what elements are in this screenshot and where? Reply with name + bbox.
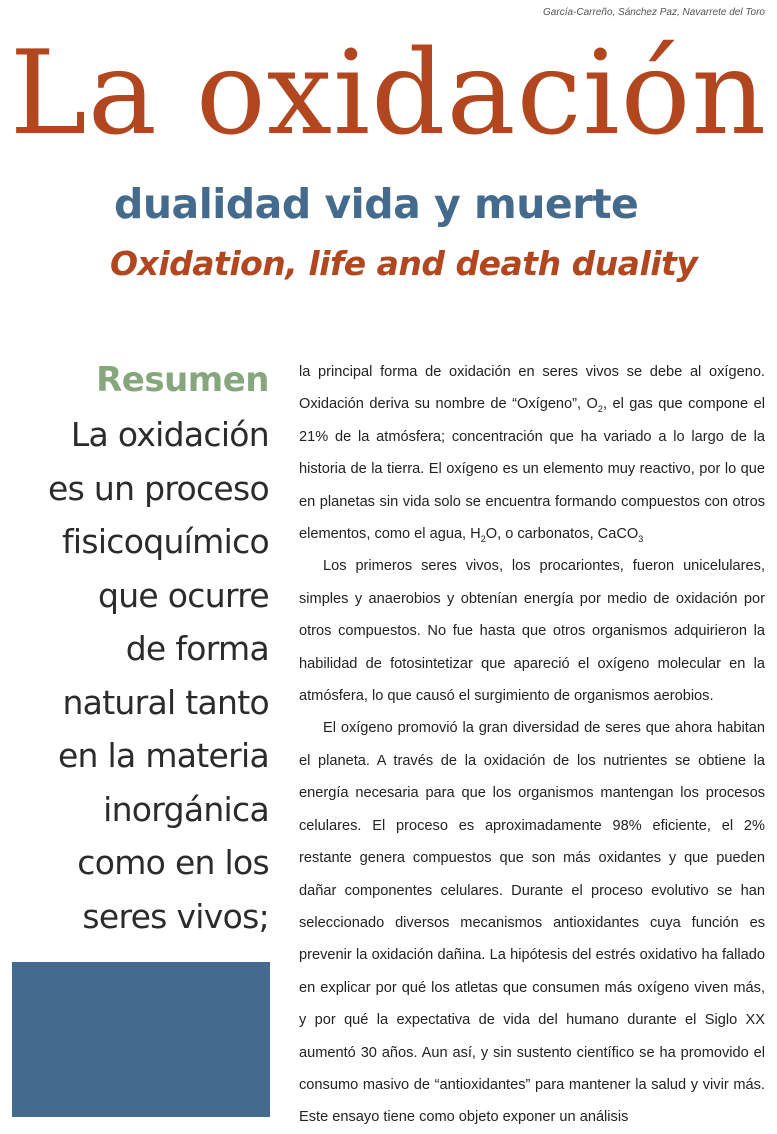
body-text-run: O, o carbonatos, CaCO: [485, 526, 639, 543]
abstract-line: como en los: [77, 843, 269, 882]
abstract-line: es un proceso: [47, 468, 269, 508]
body-paragraph-2: Los primeros seres vivos, los procariontes, fueron unicelulares, simples y anaerobios y obtenían energía por medio de oxidación por otros compuestos. No fue hasta que otros organismos adquirieron la habilidad de fotosintetizar que apareció el oxígeno molecular en la atmósfera, lo que causó el surgimiento de organismos aerobios.: [299, 558, 765, 705]
body-column: [299, 356, 765, 1134]
body-text-run: , el gas que compone el 21% de la atmósfera; concentración que ha variado a lo largo de la historia de la tierra. El oxígeno es un elemento muy reactivo, por lo que en planetas sin vida solo se encuentra formando compuestos con otros elementos, como el agua, H: [299, 396, 765, 543]
subscript: 2: [597, 404, 603, 415]
abstract-line: natural tanto: [62, 682, 269, 722]
body-paragraph-1: [299, 356, 765, 550]
author-line: García-Carreño, Sánchez Paz, Navarrete del Toro: [543, 7, 765, 18]
abstract-line: que ocurre: [97, 575, 269, 615]
abstract-text: [0, 408, 269, 943]
subscript: 3: [638, 533, 644, 544]
abstract-line: fisicoquímico: [61, 522, 269, 561]
abstract-line: en la materia: [57, 736, 269, 775]
subtitle-spanish: dualidad vida y muerte: [114, 180, 639, 228]
subtitle-english: Oxidation, life and death duality: [110, 244, 698, 283]
abstract-line: inorgánica: [103, 789, 269, 829]
abstract-heading: Resumen: [96, 360, 269, 400]
article-title: La oxidación: [9, 26, 768, 161]
decorative-blue-block: [12, 962, 270, 1117]
body-paragraph-3: El oxígeno promovió la gran diversidad de seres que ahora habitan el planeta. A través de la oxidación de los nutrientes se obtiene la energía necesaria para que los organismos mantengan los procesos celulares. El proceso es aproximadamente 98% eficiente, el 2% restante genera compuestos que son más oxidantes y que pueden dañar componentes celulares. Durante el proceso evolutivo se han seleccionado diversos mecanismos antioxidantes cuya función es prevenir la oxidación dañina. La hipótesis del estrés oxidativo ha fallado en explicar por qué los atletas que consumen más oxígeno viven más, y por qué la expectativa de vida del humano durante el Siglo XX aumentó 30 años. Aun así, y sin sustento científico se ha promovido el consumo masivo de “antioxidantes” para mantener la salud y vivir más. Este ensayo tiene como objeto exponer un análisis: [299, 720, 765, 1126]
body-text-run: la principal forma de oxidación en seres vivos se debe al oxígeno. Oxidación deriva su nombre de “Oxígeno”, O: [299, 364, 765, 413]
abstract-line: de forma: [125, 629, 269, 668]
subscript: 2: [480, 533, 486, 544]
abstract-line: seres vivos;: [82, 896, 269, 936]
abstract-line: La oxidación: [70, 415, 269, 454]
